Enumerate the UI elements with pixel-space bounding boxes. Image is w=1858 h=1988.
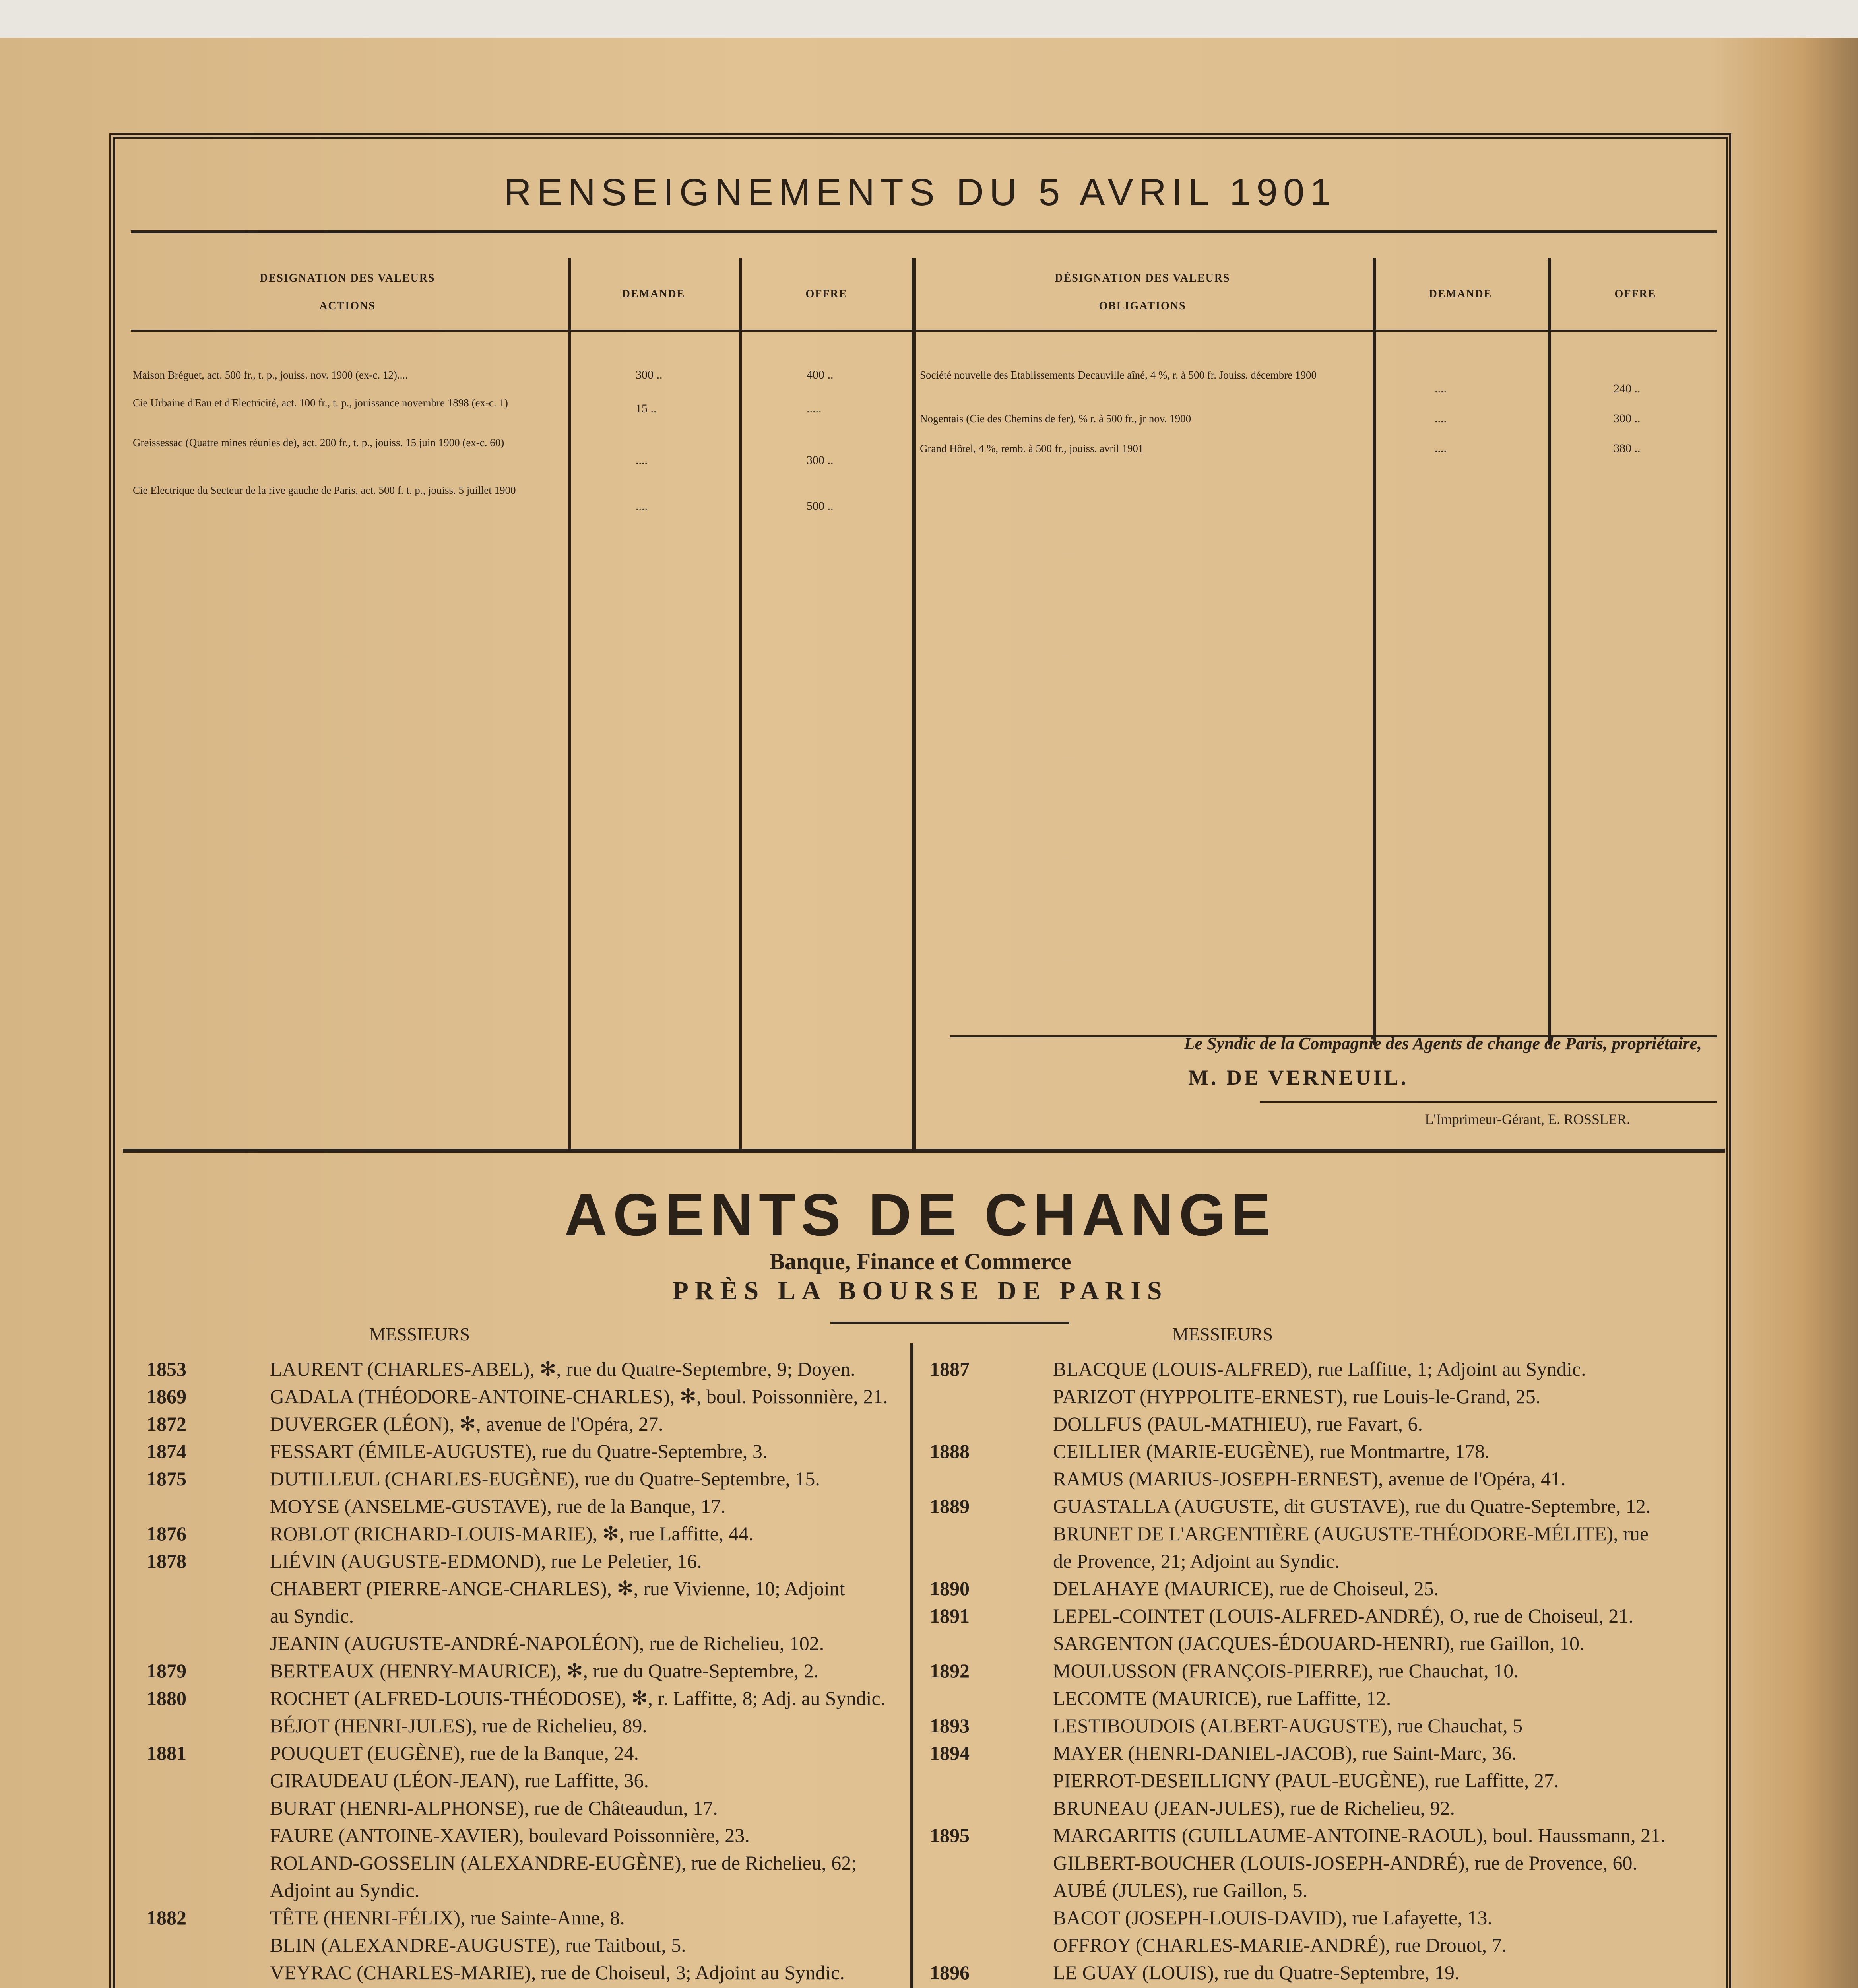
- action-name: Cie Urbaine d'Eau et d'Electricité, act. 100 fr., t. p., jouissance novembre 1898 (ex-c. 1): [133, 397, 508, 409]
- agent-entry: Adjoint au Syndic.: [270, 1879, 420, 1901]
- action-name: Cie Electrique du Secteur de la rive gauche de Paris, act. 500 f. t. p., jouiss. 5 juillet 1900: [133, 484, 516, 496]
- agent-row: [930, 1438, 1725, 1465]
- renseignements-title: RENSEIGNEMENTS DU 5 AVRIL 1901: [504, 171, 1337, 214]
- agent-row: [147, 1986, 902, 1988]
- agent-entry: BURAT (HENRI-ALPHONSE), rue de Châteaudun, 17.: [270, 1797, 718, 1819]
- agent-entry: LEPEL-COINTET (LOUIS-ALFRED-ANDRÉ), O, rue de Choiseul, 21.: [1053, 1605, 1633, 1627]
- agent-entry: FESSART (ÉMILE-AUGUSTE), rue du Quatre-Septembre, 3.: [270, 1440, 768, 1462]
- obligation-name: Société nouvelle des Etablissements Decauville aîné, 4 %, r. à 500 fr. Jouiss. décembre 1900: [920, 369, 1317, 381]
- agent-row: [930, 1630, 1725, 1657]
- agent-entry: OFFROY (CHARLES-MARIE-ANDRÉ), rue Drouot, 7.: [1053, 1934, 1507, 1956]
- offre-header-right: OFFRE: [1614, 288, 1656, 300]
- agent-entry: ROLAND-GOSSELIN (ALEXANDRE-EUGÈNE), rue de Richelieu, 62;: [270, 1852, 857, 1874]
- agent-row: [147, 1575, 902, 1602]
- messieurs-right: MESSIEURS: [1172, 1324, 1273, 1344]
- agent-year: 1888: [930, 1440, 970, 1462]
- agent-row: [147, 1493, 902, 1520]
- agent-row: [930, 1602, 1725, 1630]
- imprimeur-rule: [1260, 1101, 1717, 1103]
- agents-subtitle: Banque, Finance et Commerce: [769, 1248, 1071, 1274]
- header-rule: [131, 330, 1717, 332]
- action-demande: 15 ..: [636, 402, 657, 415]
- obligation-name: Nogentais (Cie des Chemins de fer), % r. à 500 fr., jr nov. 1900: [920, 413, 1191, 425]
- agent-entry: [1053, 1986, 1578, 1988]
- agent-entry: DELAHAYE (MAURICE), rue de Choiseul, 25.: [1053, 1577, 1439, 1600]
- offre-header: OFFRE: [805, 288, 848, 300]
- agent-entry: MAYER (HENRI-DANIEL-JACOB), rue Saint-Marc, 36.: [1053, 1742, 1517, 1764]
- agent-entry: GUASTALLA (AUGUSTE, dit GUSTAVE), rue du Quatre-Septembre, 12.: [1053, 1495, 1651, 1517]
- agent-row: [930, 1575, 1725, 1602]
- action-name: Greissessac (Quatre mines réunies de), act. 200 fr., t. p., jouiss. 15 juin 1900 (ex-c. 60): [133, 437, 504, 448]
- ornament-rule: [830, 1322, 1069, 1324]
- agent-year: 1889: [930, 1495, 970, 1517]
- section-divider: [123, 1149, 1725, 1153]
- obligations-subheader: OBLIGATIONS: [1099, 300, 1186, 312]
- agent-year: 1875: [147, 1468, 186, 1490]
- agent-row: [930, 1767, 1725, 1794]
- agents-subtitle-bourse: PRÈS LA BOURSE DE PARIS: [672, 1276, 1168, 1305]
- agent-year: 1881: [147, 1742, 186, 1764]
- agent-entry: DUVERGER (LÉON), ✻, avenue de l'Opéra, 27.: [270, 1413, 663, 1435]
- agent-row: [930, 1547, 1725, 1575]
- agent-entry: VEYRAC (CHARLES-MARIE), rue de Choiseul, 3; Adjoint au Syndic.: [270, 1961, 845, 1984]
- agent-entry: LE GUAY (LOUIS), rue du Quatre-Septembre, 19.: [1053, 1961, 1460, 1984]
- agent-entry: CHABERT (PIERRE-ANGE-CHARLES), ✻, rue Vivienne, 10; Adjoint: [270, 1577, 845, 1600]
- col-divider: [568, 258, 571, 1153]
- syndic-name: M. DE VERNEUIL.: [1188, 1066, 1409, 1089]
- messieurs-left: MESSIEURS: [369, 1324, 470, 1344]
- agent-row: [147, 1438, 902, 1465]
- page-frame: [109, 133, 1731, 1988]
- agent-year: 1879: [147, 1660, 186, 1682]
- agent-row: [147, 1932, 902, 1959]
- agent-entry: CEILLIER (MARIE-EUGÈNE), rue Montmartre, 178.: [1053, 1440, 1490, 1462]
- agent-entry: ROBLOT (RICHARD-LOUIS-MARIE), ✻, rue Laffitte, 44.: [270, 1522, 754, 1545]
- agent-year: 1880: [147, 1687, 186, 1709]
- agent-entry: de Provence, 21; Adjoint au Syndic.: [1053, 1550, 1340, 1572]
- agent-row: [930, 1986, 1725, 1988]
- agent-row: [930, 1465, 1725, 1493]
- agent-row: [930, 1932, 1725, 1959]
- agent-row: [147, 1383, 902, 1410]
- agent-row: [930, 1740, 1725, 1767]
- action-demande: ....: [636, 454, 648, 467]
- agent-row: [147, 1657, 902, 1685]
- agent-entry: au Syndic.: [270, 1605, 354, 1627]
- agent-row: [147, 1355, 902, 1383]
- obligation-demande: ....: [1435, 382, 1447, 395]
- obligation-offre: 380 ..: [1614, 442, 1641, 455]
- agent-row: [930, 1355, 1725, 1383]
- action-offre: 500 ..: [807, 499, 834, 513]
- agent-entry: BRUNEAU (JEAN-JULES), rue de Richelieu, 92.: [1053, 1797, 1455, 1819]
- col-divider-center: [912, 258, 916, 1153]
- scan-margin: [0, 0, 1858, 38]
- agent-row: [930, 1520, 1725, 1547]
- agent-row: [147, 1410, 902, 1438]
- agent-year: 1890: [930, 1577, 970, 1600]
- agent-year: 1893: [930, 1714, 970, 1737]
- agent-row: [930, 1657, 1725, 1685]
- list-divider: [910, 1343, 913, 1988]
- actions-header: DESIGNATION DES VALEURS: [260, 272, 435, 284]
- agent-row: [147, 1712, 902, 1740]
- agent-row: [930, 1794, 1725, 1822]
- demande-header: DEMANDE: [622, 288, 685, 300]
- agent-entry: FAURE (ANTOINE-XAVIER), boulevard Poissonnière, 23.: [270, 1824, 750, 1846]
- agent-entry: PARIZOT (HYPPOLITE-ERNEST), rue Louis-le-Grand, 25.: [1053, 1385, 1541, 1408]
- action-offre: 300 ..: [807, 454, 834, 467]
- agent-year: 1892: [930, 1660, 970, 1682]
- agent-entry: MOYSE (ANSELME-GUSTAVE), rue de la Banque, 17.: [270, 1495, 726, 1517]
- agent-row: [930, 1383, 1725, 1410]
- agent-entry: AUBÉ (JULES), rue Gaillon, 5.: [1053, 1879, 1308, 1901]
- agents-list-right: [930, 1355, 1725, 1988]
- title-rule: [131, 230, 1717, 233]
- agent-row: [147, 1849, 902, 1877]
- agent-row: [930, 1822, 1725, 1849]
- agent-row: [147, 1904, 902, 1932]
- agent-row: [147, 1959, 902, 1986]
- agent-entry: PIERROT-DESEILLIGNY (PAUL-EUGÈNE), rue Laffitte, 27.: [1053, 1769, 1559, 1792]
- agent-entry: LIÉVIN (AUGUSTE-EDMOND), rue Le Peletier, 16.: [270, 1550, 702, 1572]
- obligation-demande: ....: [1435, 412, 1447, 425]
- agent-entry: BLIN (ALEXANDRE-AUGUSTE), rue Taitbout, 5.: [270, 1934, 686, 1956]
- agent-entry: BACOT (JOSEPH-LOUIS-DAVID), rue Lafayette, 13.: [1053, 1906, 1492, 1929]
- agent-row: [930, 1685, 1725, 1712]
- agent-entry: BERTEAUX (HENRY-MAURICE), ✻, rue du Quatre-Septembre, 2.: [270, 1660, 819, 1682]
- agent-row: [147, 1685, 902, 1712]
- agent-year: 1853: [147, 1358, 186, 1380]
- agent-row: [930, 1410, 1725, 1438]
- agent-row: [147, 1630, 902, 1657]
- agent-entry: TÊTE (HENRI-FÉLIX), rue Sainte-Anne, 8.: [270, 1906, 625, 1929]
- syndic-line: Le Syndic de la Compagnie des Agents de change de Paris, propriétaire,: [1184, 1034, 1702, 1053]
- action-offre: 400 ..: [807, 368, 834, 381]
- agent-entry: ROCHET (ALFRED-LOUIS-THÉODOSE), ✻, r. Laffitte, 8; Adj. au Syndic.: [270, 1687, 886, 1709]
- col-divider: [1373, 258, 1376, 1045]
- agent-year: 1895: [930, 1824, 970, 1846]
- agent-entry: GIRAUDEAU (LÉON-JEAN), rue Laffitte, 36.: [270, 1769, 649, 1792]
- agent-entry: BÉJOT (HENRI-JULES), rue de Richelieu, 89.: [270, 1714, 647, 1737]
- agent-entry: DUTILLEUL (CHARLES-EUGÈNE), rue du Quatre-Septembre, 15.: [270, 1468, 820, 1490]
- agent-entry: BLACQUE (LOUIS-ALFRED), rue Laffitte, 1; Adjoint au Syndic.: [1053, 1358, 1586, 1380]
- agent-year: 1887: [930, 1358, 970, 1380]
- agent-year: 1874: [147, 1440, 186, 1462]
- agent-row: [147, 1547, 902, 1575]
- agent-entry: BRUNET DE L'ARGENTIÈRE (AUGUSTE-THÉODORE-MÉLITE), rue: [1053, 1522, 1649, 1545]
- agent-entry: LECOMTE (MAURICE), rue Laffitte, 12.: [1053, 1687, 1391, 1709]
- agent-row: [930, 1712, 1725, 1740]
- agent-year: 1876: [147, 1522, 186, 1545]
- agent-entry: GADALA (THÉODORE-ANTOINE-CHARLES), ✻, boul. Poissonnière, 21.: [270, 1385, 888, 1408]
- obligation-offre: 300 ..: [1614, 412, 1641, 425]
- agent-row: [147, 1740, 902, 1767]
- agents-title: AGENTS DE CHANGE: [564, 1181, 1276, 1248]
- agent-year: 1894: [930, 1742, 970, 1764]
- demande-header-right: DEMANDE: [1429, 288, 1492, 300]
- agent-year: 1891: [930, 1605, 970, 1627]
- agent-row: [147, 1520, 902, 1547]
- agent-row: [930, 1849, 1725, 1877]
- agent-row: [147, 1822, 902, 1849]
- obligation-demande: ....: [1435, 442, 1447, 455]
- agent-row: [930, 1904, 1725, 1932]
- agent-entry: MOULUSSON (FRANÇOIS-PIERRE), rue Chauchat, 10.: [1053, 1660, 1519, 1682]
- agent-row: [930, 1959, 1725, 1986]
- agent-year: 1869: [147, 1385, 186, 1408]
- col-divider: [1548, 258, 1551, 1045]
- col-divider: [739, 258, 742, 1153]
- imprimeur: L'Imprimeur-Gérant, E. ROSSLER.: [1425, 1111, 1630, 1127]
- agent-year: 1896: [930, 1961, 970, 1984]
- agent-row: [930, 1493, 1725, 1520]
- agent-year: 1878: [147, 1550, 186, 1572]
- obligation-name: Grand Hôtel, 4 %, remb. à 500 fr., jouiss. avril 1901: [920, 443, 1144, 454]
- agent-row: [147, 1602, 902, 1630]
- agent-row: [930, 1877, 1725, 1904]
- action-name: Maison Bréguet, act. 500 fr., t. p., jouiss. nov. 1900 (ex-c. 12)....: [133, 369, 408, 381]
- obligation-offre: 240 ..: [1614, 382, 1641, 395]
- agent-entry: GILBERT-BOUCHER (LOUIS-JOSEPH-ANDRÉ), rue de Provence, 60.: [1053, 1852, 1637, 1874]
- action-offre: .....: [807, 402, 822, 415]
- agent-entry: SARGENTON (JACQUES-ÉDOUARD-HENRI), rue Gaillon, 10.: [1053, 1632, 1585, 1654]
- agent-entry: JEANIN (AUGUSTE-ANDRÉ-NAPOLÉON), rue de Richelieu, 102.: [270, 1632, 824, 1654]
- agent-entry: MARGARITIS (GUILLAUME-ANTOINE-RAOUL), boul. Haussmann, 21.: [1053, 1824, 1666, 1846]
- agent-row: [147, 1794, 902, 1822]
- action-demande: 300 ..: [636, 368, 663, 381]
- agent-year: 1872: [147, 1413, 186, 1435]
- agent-row: [147, 1767, 902, 1794]
- actions-subheader: ACTIONS: [319, 300, 376, 312]
- agent-entry: RAMUS (MARIUS-JOSEPH-ERNEST), avenue de l'Opéra, 41.: [1053, 1468, 1566, 1490]
- agent-row: [147, 1465, 902, 1493]
- agent-row: [147, 1877, 902, 1904]
- agent-entry: LAURENT (CHARLES-ABEL), ✻, rue du Quatre-Septembre, 9; Doyen.: [270, 1358, 855, 1380]
- obligations-header: DÉSIGNATION DES VALEURS: [1055, 272, 1230, 284]
- agent-entry: DOLLFUS (PAUL-MATHIEU), rue Favart, 6.: [1053, 1413, 1423, 1435]
- agent-entry: LESTIBOUDOIS (ALBERT-AUGUSTE), rue Chauchat, 5: [1053, 1714, 1523, 1737]
- agent-year: 1882: [147, 1906, 186, 1929]
- agent-entry: POUQUET (EUGÈNE), rue de la Banque, 24.: [270, 1742, 639, 1764]
- agent-entry: [270, 1986, 852, 1988]
- action-demande: ....: [636, 499, 648, 513]
- agents-list-left: [147, 1355, 902, 1988]
